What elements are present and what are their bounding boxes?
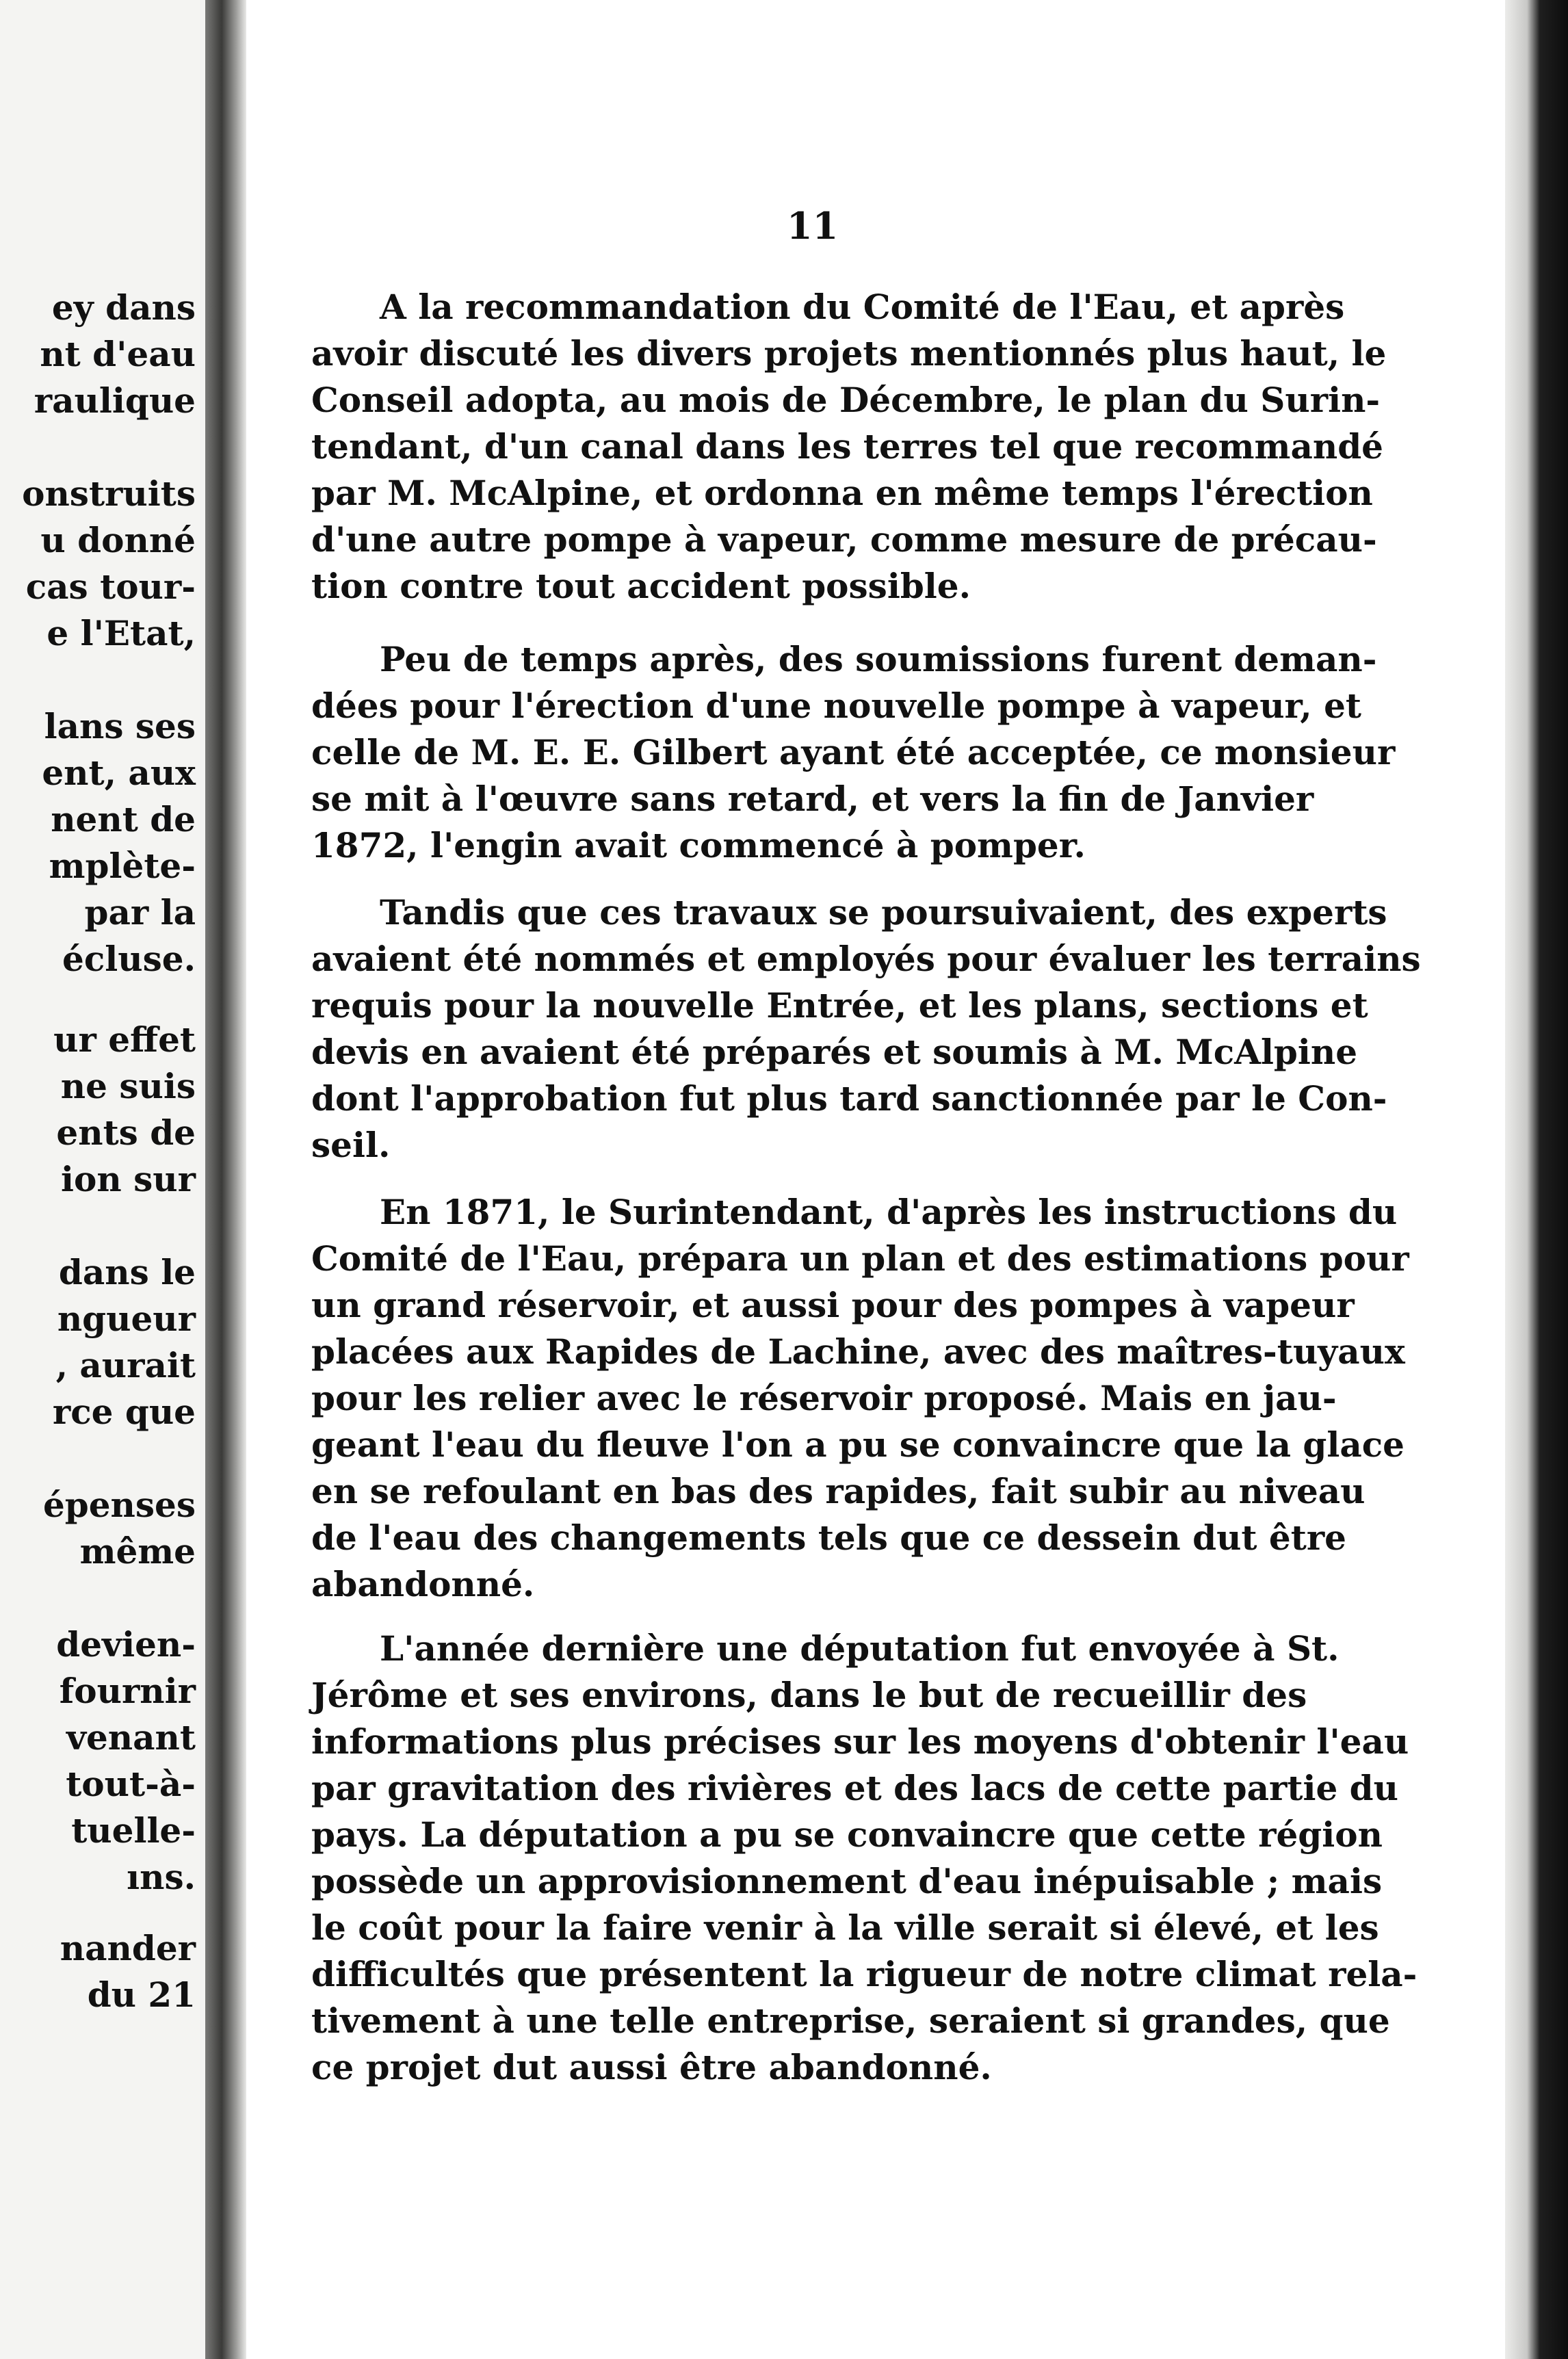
text-line: requis pour la nouvelle Entrée, et les plans, sections et [311, 985, 1368, 1026]
text-line: le coût pour la faire venir à la ville serait si élevé, et les [311, 1907, 1379, 1948]
left-page-line: même [79, 1531, 196, 1572]
text-line: dées pour l'érection d'une nouvelle pompe à vapeur, et [311, 686, 1361, 726]
text-line: Tandis que ces travaux se poursuivaient, des experts [380, 892, 1387, 933]
book-gutter [205, 0, 246, 2359]
text-line: Conseil adopta, au mois de Décembre, le plan du Surin- [311, 380, 1381, 420]
text-line: avoir discuté les divers projets mentionnés plus haut, le [311, 333, 1387, 374]
left-page-line: nt d'eau [40, 334, 196, 374]
left-page-line: par la [84, 892, 196, 933]
text-line: L'année dernière une députation fut envoyée à St. [380, 1628, 1340, 1669]
text-line: tivement à une telle entreprise, seraient si grandes, que [311, 2000, 1390, 2041]
paragraph [311, 636, 1396, 869]
paragraph [311, 1189, 1409, 1608]
text-line: en se refoulant en bas des rapides, fait subir au niveau [311, 1471, 1366, 1511]
left-page-line: tuelle- [71, 1810, 196, 1851]
left-page-line: écluse. [62, 939, 196, 979]
text-line: possède un approvisionnement d'eau inépuisable ; mais [311, 1861, 1383, 1901]
text-line: abandonné. [311, 1564, 535, 1604]
left-page-line: devien- [56, 1624, 196, 1665]
text-line: placées aux Rapides de Lachine, avec des maîtres-tuyaux [311, 1331, 1405, 1372]
left-page-line: ne suis [60, 1066, 196, 1106]
text-line: 1872, l'engin avait commencé à pomper. [311, 825, 1086, 865]
left-page-fragment [0, 0, 205, 2359]
left-page-line: ıns. [127, 1857, 196, 1897]
text-line: se mit à l'œuvre sans retard, et vers la fin de Janvier [311, 779, 1314, 819]
left-page-line: ngueur [57, 1299, 196, 1339]
left-page-line: u donné [40, 520, 196, 560]
text-line: tendant, d'un canal dans les terres tel que recommandé [311, 426, 1383, 467]
text-line: d'une autre pompe à vapeur, comme mesure de précau- [311, 519, 1377, 560]
text-line: A la recommandation du Comité de l'Eau, et après [380, 287, 1345, 327]
left-page-line: rce que [52, 1392, 196, 1432]
text-line: un grand réservoir, et aussi pour des pompes à vapeur [311, 1285, 1355, 1325]
text-line: seil. [311, 1125, 391, 1165]
left-page-line: , aurait [55, 1345, 196, 1385]
text-line: Comité de l'Eau, prépara un plan et des estimations pour [311, 1238, 1409, 1279]
text-line: par gravitation des rivières et des lacs de cette partie du [311, 1768, 1398, 1808]
text-line: Jérôme et ses environs, dans le but de recueillir des [311, 1675, 1307, 1715]
left-page-line: fournir [59, 1671, 196, 1711]
paragraph [311, 889, 1421, 1169]
text-line: informations plus précises sur les moyens d'obtenir l'eau [311, 1721, 1409, 1762]
left-page-line: épenses [42, 1485, 196, 1525]
left-page-line: cas tour- [25, 566, 196, 607]
text-line: avaient été nommés et employés pour évaluer les terrains [311, 939, 1421, 979]
left-page-line: ent, aux [42, 753, 196, 793]
left-page-line: ents de [56, 1112, 196, 1153]
right-page-edge [1505, 0, 1568, 2359]
page-number: 11 [787, 204, 839, 248]
text-line: ce projet dut aussi être abandonné. [311, 2047, 992, 2087]
paragraph [311, 1626, 1417, 2091]
text-line: geant l'eau du fleuve l'on a pu se convaincre que la glace [311, 1424, 1404, 1465]
text-line: dont l'approbation fut plus tard sanctionnée par le Con- [311, 1078, 1387, 1119]
left-page-line: mplète- [49, 846, 196, 886]
text-line: pays. La députation a pu se convaincre que cette région [311, 1814, 1383, 1855]
text-line: pour les relier avec le réservoir proposé. Mais en jau- [311, 1378, 1337, 1418]
text-line: de l'eau des changements tels que ce dessein dut être [311, 1517, 1346, 1558]
left-page-line: ion sur [61, 1159, 196, 1199]
left-page-line: du 21 [87, 1974, 196, 2015]
text-line: difficultés que présentent la rigueur de notre climat rela- [311, 1954, 1417, 1994]
left-page-line: dans le [58, 1252, 196, 1292]
left-page-line: venant [66, 1717, 196, 1758]
left-page-line: lans ses [44, 706, 196, 746]
text-line: En 1871, le Surintendant, d'après les instructions du [380, 1192, 1398, 1232]
left-page-line: tout-à- [66, 1764, 196, 1804]
text-line: par M. McAlpine, et ordonna en même temps l'érection [311, 473, 1373, 513]
text-line: celle de M. E. E. Gilbert ayant été acceptée, ce monsieur [311, 732, 1396, 772]
left-page-line: e l'Etat, [47, 613, 196, 653]
left-page-line: raulique [34, 380, 196, 421]
left-page-line: onstruits [22, 473, 196, 514]
text-line: tion contre tout accident possible. [311, 566, 971, 606]
text-line: Peu de temps après, des soumissions furent deman- [380, 639, 1377, 679]
left-page-line: ey dans [51, 287, 196, 328]
left-page-line: nent de [51, 799, 196, 839]
left-page-line: ur effet [53, 1019, 196, 1060]
paragraph [311, 284, 1387, 610]
text-line: devis en avaient été préparés et soumis à M. McAlpine [311, 1032, 1358, 1072]
left-page-line: nander [60, 1928, 196, 1968]
